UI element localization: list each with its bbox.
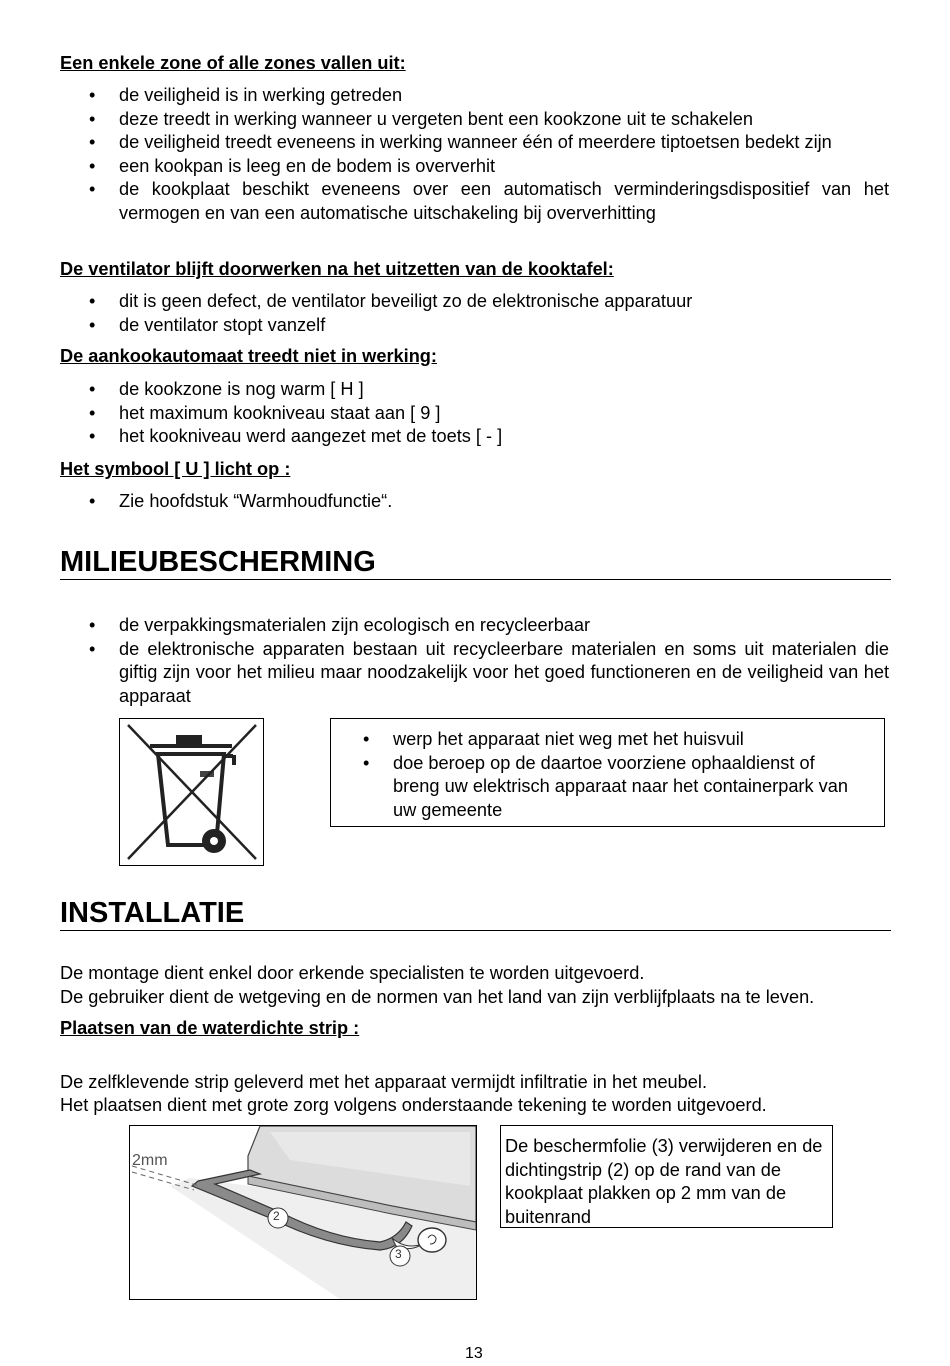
heading-zones-off: Een enkele zone of alle zones vallen uit: <box>60 53 406 73</box>
list-milieu <box>60 614 889 708</box>
label-callout-2: 2 <box>273 1209 280 1223</box>
list-item: • het kookniveau werd aangezet met de toets [ - ] <box>60 425 889 449</box>
list-item: • de elektronische apparaten bestaan uit recycleerbare materialen en soms uit materialen die giftig zijn voor het milieu maar noodzakelijk voor het goed functioneren en de veiligheid van het apparaat <box>60 638 889 709</box>
crossed-bin-icon <box>120 719 263 865</box>
list-item: • de kookzone is nog warm [ H ] <box>60 378 889 402</box>
list-item: • de kookplaat beschikt eveneens over een automatisch verminderingsdispositief van het vermogen en van een automatische uitschakeling bij oververhitting <box>60 178 889 225</box>
list-item: • de veiligheid treedt eveneens in werking wanneer één of meerdere tiptoetsen bedekt zijn <box>60 131 889 155</box>
list-item: • een kookpan is leeg en de bodem is oververhit <box>60 155 889 179</box>
list-item: • de ventilator stopt vanzelf <box>60 314 889 338</box>
strip-line-2: Het plaatsen dient met grote zorg volgens onderstaande tekening te worden uitgevoerd. <box>60 1095 767 1115</box>
list-item: • werp het apparaat niet weg met het huisvuil <box>331 728 851 752</box>
list-item: • doe beroep op de daartoe voorziene ophaaldienst of breng uw elektrisch apparaat naar het containerpark van uw gemeente <box>331 752 851 823</box>
strip-note-box <box>500 1125 833 1228</box>
list-item: • dit is geen defect, de ventilator beveiligt zo de elektronische apparatuur <box>60 290 889 314</box>
heading-strip: Plaatsen van de waterdichte strip : <box>60 1018 360 1038</box>
disposal-info-box <box>330 718 885 827</box>
strip-diagram <box>129 1125 477 1300</box>
strip-line-1: De zelfklevende strip geleverd met het apparaat vermijdt infiltratie in het meubel. <box>60 1072 707 1092</box>
list-item: • de veiligheid is in werking getreden <box>60 84 889 108</box>
section-title-milieu: MILIEUBESCHERMING <box>60 545 891 580</box>
intro-line-1: De montage dient enkel door erkende specialisten te worden uitgevoerd. <box>60 963 645 983</box>
label-callout-3: 3 <box>395 1247 402 1261</box>
list-fan <box>60 290 889 337</box>
strip-note-text: De beschermfolie (3) verwijderen en de dichtingstrip (2) op de rand van de kookplaat plakken op 2 mm van de buitenrand <box>505 1136 823 1227</box>
list-zones-off <box>60 84 889 225</box>
list-item: • Zie hoofdstuk “Warmhoudfunctie“. <box>60 490 889 514</box>
heading-symbol: Het symbool [ U ] licht op : <box>60 459 291 479</box>
heading-fan: De ventilator blijft doorwerken na het uitzetten van de kooktafel: <box>60 259 614 279</box>
list-item: • de verpakkingsmaterialen zijn ecologisch en recycleerbaar <box>60 614 889 638</box>
strip-drawing-icon <box>130 1126 476 1299</box>
disposal-list <box>331 728 851 822</box>
list-symbol <box>60 490 889 514</box>
heading-boost: De aankookautomaat treedt niet in werking: <box>60 346 437 366</box>
label-2mm: 2mm <box>132 1152 168 1169</box>
section-title-installatie: INSTALLATIE <box>60 896 891 931</box>
weee-bin-icon <box>119 718 264 866</box>
list-item: • het maximum kookniveau staat aan [ 9 ] <box>60 402 889 426</box>
intro-line-2: De gebruiker dient de wetgeving en de normen van het land van zijn verblijfplaats na te leven. <box>60 987 815 1007</box>
page-number: 13 <box>465 1345 483 1362</box>
list-boost <box>60 378 889 449</box>
list-item: • deze treedt in werking wanneer u vergeten bent een kookzone uit te schakelen <box>60 108 889 132</box>
